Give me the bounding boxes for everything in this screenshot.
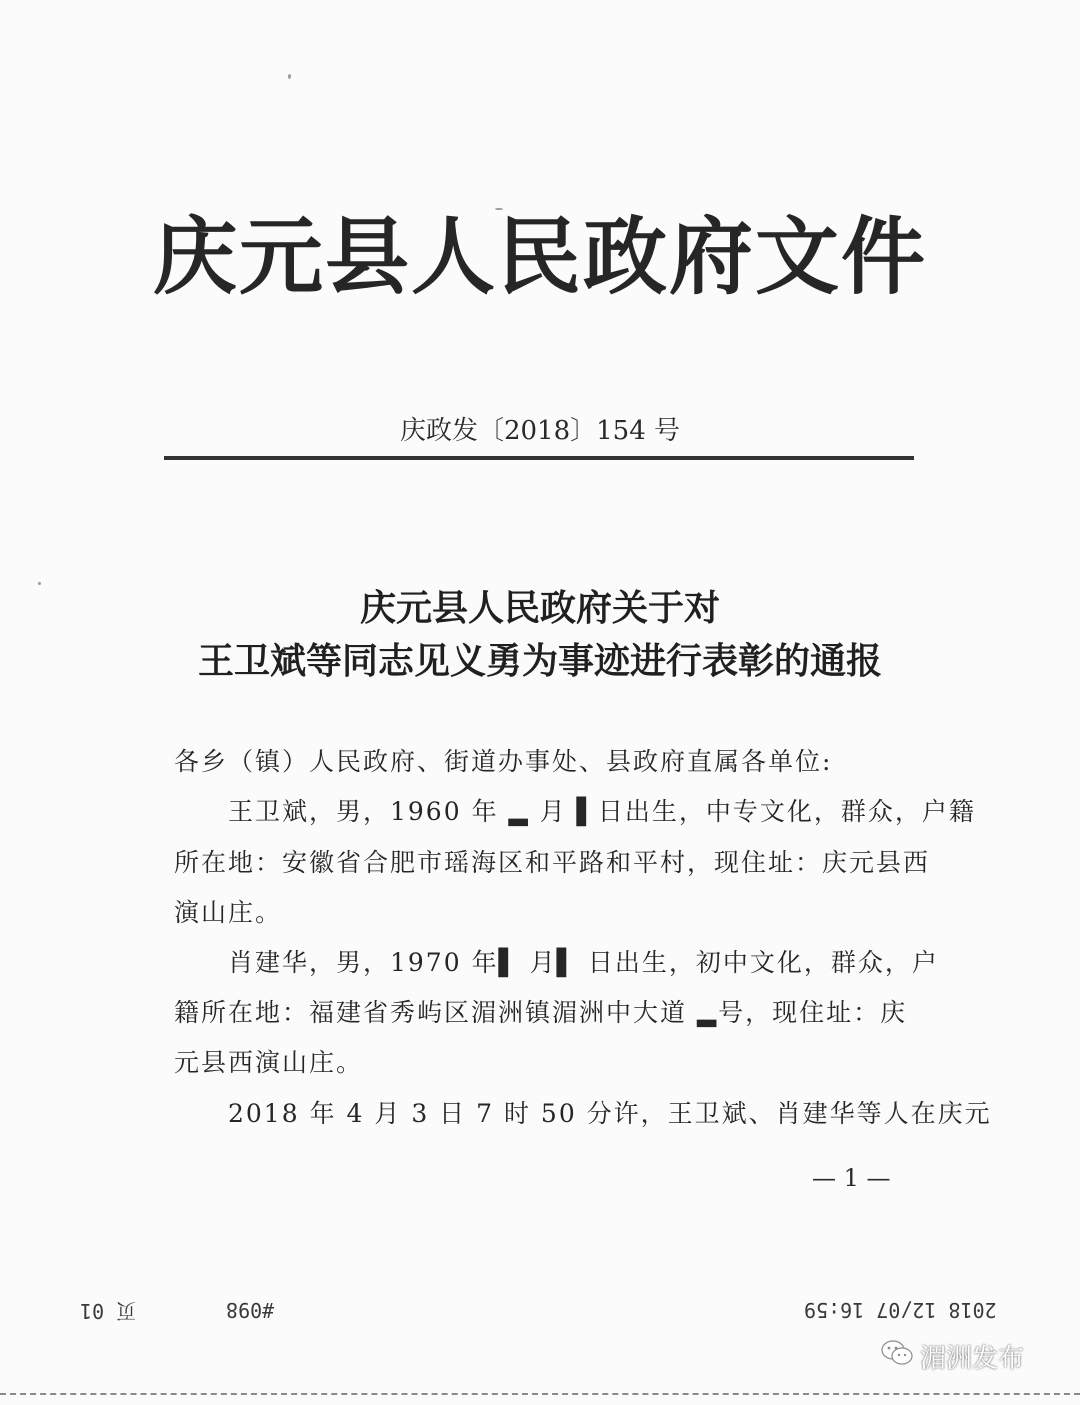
document-masthead: 庆元县人民政府文件 xyxy=(152,208,927,306)
body-line: 元县西演山庄。 xyxy=(174,1048,364,1077)
scan-speck xyxy=(288,74,291,79)
body-line: 王卫斌，男，1960 年 ▂ 月 ▌日出生，中专文化，群众，户籍 xyxy=(228,797,976,826)
scan-speck xyxy=(38,582,41,585)
fax-page-stamp: 页 01 xyxy=(80,1299,137,1323)
body-line: 肖建华，男，1970 年▌ 月▌ 日出生，初中文化，群众，户 xyxy=(228,948,939,977)
body-line: 演山庄。 xyxy=(174,898,283,927)
body-line: 所在地：安徽省合肥市瑶海区和平路和平村，现住址：庆元县西 xyxy=(174,848,931,877)
watermark xyxy=(880,1338,1024,1375)
document-title-line-1: 庆元县人民政府关于对 xyxy=(359,588,720,629)
wechat-icon xyxy=(880,1339,914,1374)
body-line: 籍所在地：福建省秀屿区湄洲镇湄洲中大道 ▂号，现住址：庆 xyxy=(174,998,908,1027)
fax-timestamp: 2018 12/07 16:59 xyxy=(804,1298,997,1322)
header-divider xyxy=(164,456,914,460)
document-number: 庆政发〔2018〕154 号 xyxy=(399,416,681,446)
page-number: — 1 — xyxy=(812,1164,891,1192)
scan-edge-line xyxy=(0,1393,1080,1395)
fax-code-stamp: #098 xyxy=(226,1298,275,1322)
document-title-line-2: 王卫斌等同志见义勇为事迹进行表彰的通报 xyxy=(197,641,882,682)
body-line: 2018 年 4 月 3 日 7 时 50 分许，王卫斌、肖建华等人在庆元 xyxy=(228,1099,992,1128)
salutation: 各乡（镇）人民政府、街道办事处、县政府直属各单位: xyxy=(174,747,833,776)
watermark-text: 湄洲发布 xyxy=(920,1344,1025,1374)
